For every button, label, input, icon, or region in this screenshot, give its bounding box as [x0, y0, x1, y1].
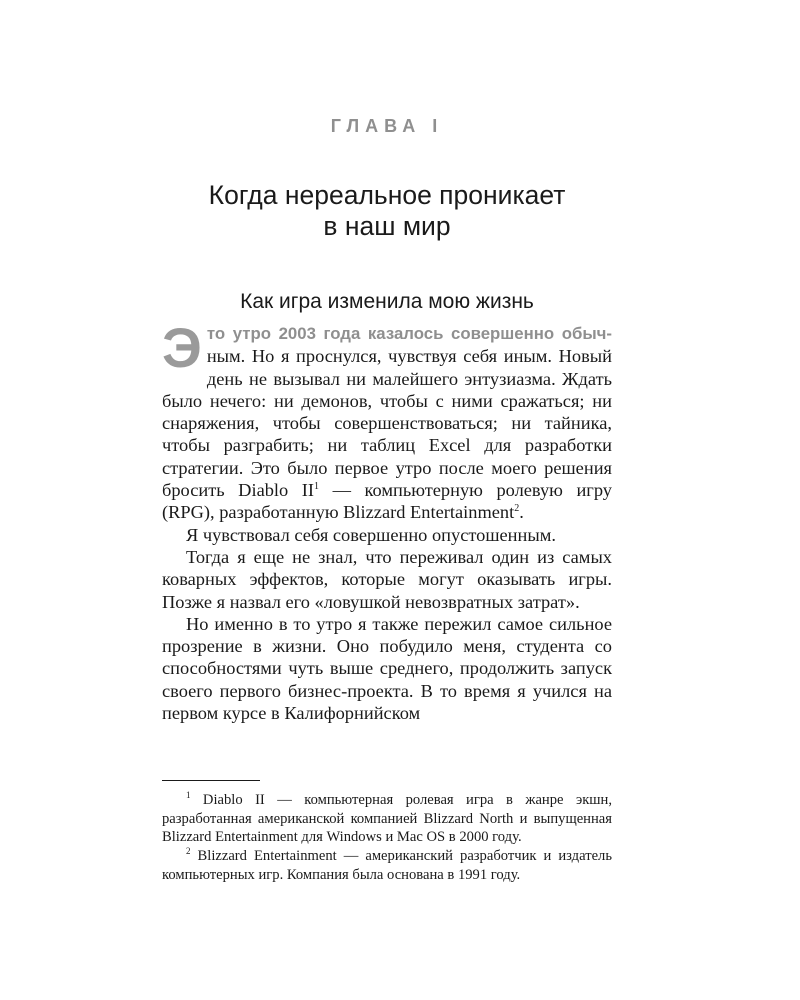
footnote-ref-1[interactable]: 1: [314, 480, 320, 492]
footnotes: [162, 791, 612, 885]
paragraph-2: Я чувствовал себя совершенно опустошенным.: [186, 524, 556, 545]
footnote-divider: [162, 780, 260, 781]
chapter-title-line-2: в наш мир: [323, 211, 451, 241]
footnote-2-marker: 2: [186, 846, 191, 857]
footnote-2-text: Blizzard Entertainment — американский разработчик и издатель компьютерных игр. Компания была основана в 1991 году.: [162, 848, 612, 883]
footnote-1-text: Diablo II — компьютерная ролевая игра в жанре экшн, разработанная американской компанией Blizzard North и выпущенная Blizzard Entertainment для Windows и Mac OS в 2000 году.: [162, 792, 612, 846]
chapter-label: ГЛАВА I: [330, 116, 444, 136]
footnote-1: [162, 791, 612, 847]
paragraph-4: Но именно в то утро я также пережил самое сильное прозрение в жизни. Оно побудило меня, студента со способностями чуть выше среднего, продолжить запуск своего первого бизнес-проекта. В то время я учился на первом курсе в Калифорнийском: [162, 613, 612, 724]
paragraph-1-text-a: ным. Но я проснулся, чувствуя себя иным. Новый день не вызывал ни малейшего энтузиазма. Ждать было нечего: ни демонов, чтобы с ними сражаться; ни снаряжения, чтобы совершенствоваться; ни тайника, чтобы разграбить; ни таблиц Excel для разработки стратегии. Это было первое утро после моего решения бросить Diablo II: [162, 346, 612, 501]
drop-cap: Э: [162, 316, 202, 379]
footnote-2: [162, 847, 612, 884]
section-title: Как игра изменила мою жизнь: [240, 290, 534, 313]
footnote-1-marker: 1: [186, 790, 191, 801]
paragraph-1-text-c: .: [519, 502, 524, 523]
chapter-title: [162, 180, 612, 242]
chapter-title-line-1: Когда нереальное проникает: [208, 180, 566, 210]
body-text: [162, 316, 612, 724]
paragraph-3: Тогда я еще не знал, что переживал один из самых коварных эффектов, которые могут оказывать игры. Позже я назвал его «ловушкой невозвратных затрат».: [162, 546, 612, 612]
footnote-ref-2[interactable]: 2: [514, 503, 520, 515]
paragraph-1-text-b: — компьютерную ролевую игру (RPG), разработанную Blizzard Entertainment: [162, 480, 612, 523]
paragraph-1: [162, 316, 612, 524]
lead-in: то утро 2003 года казалось совершенно обыч-: [206, 324, 612, 343]
